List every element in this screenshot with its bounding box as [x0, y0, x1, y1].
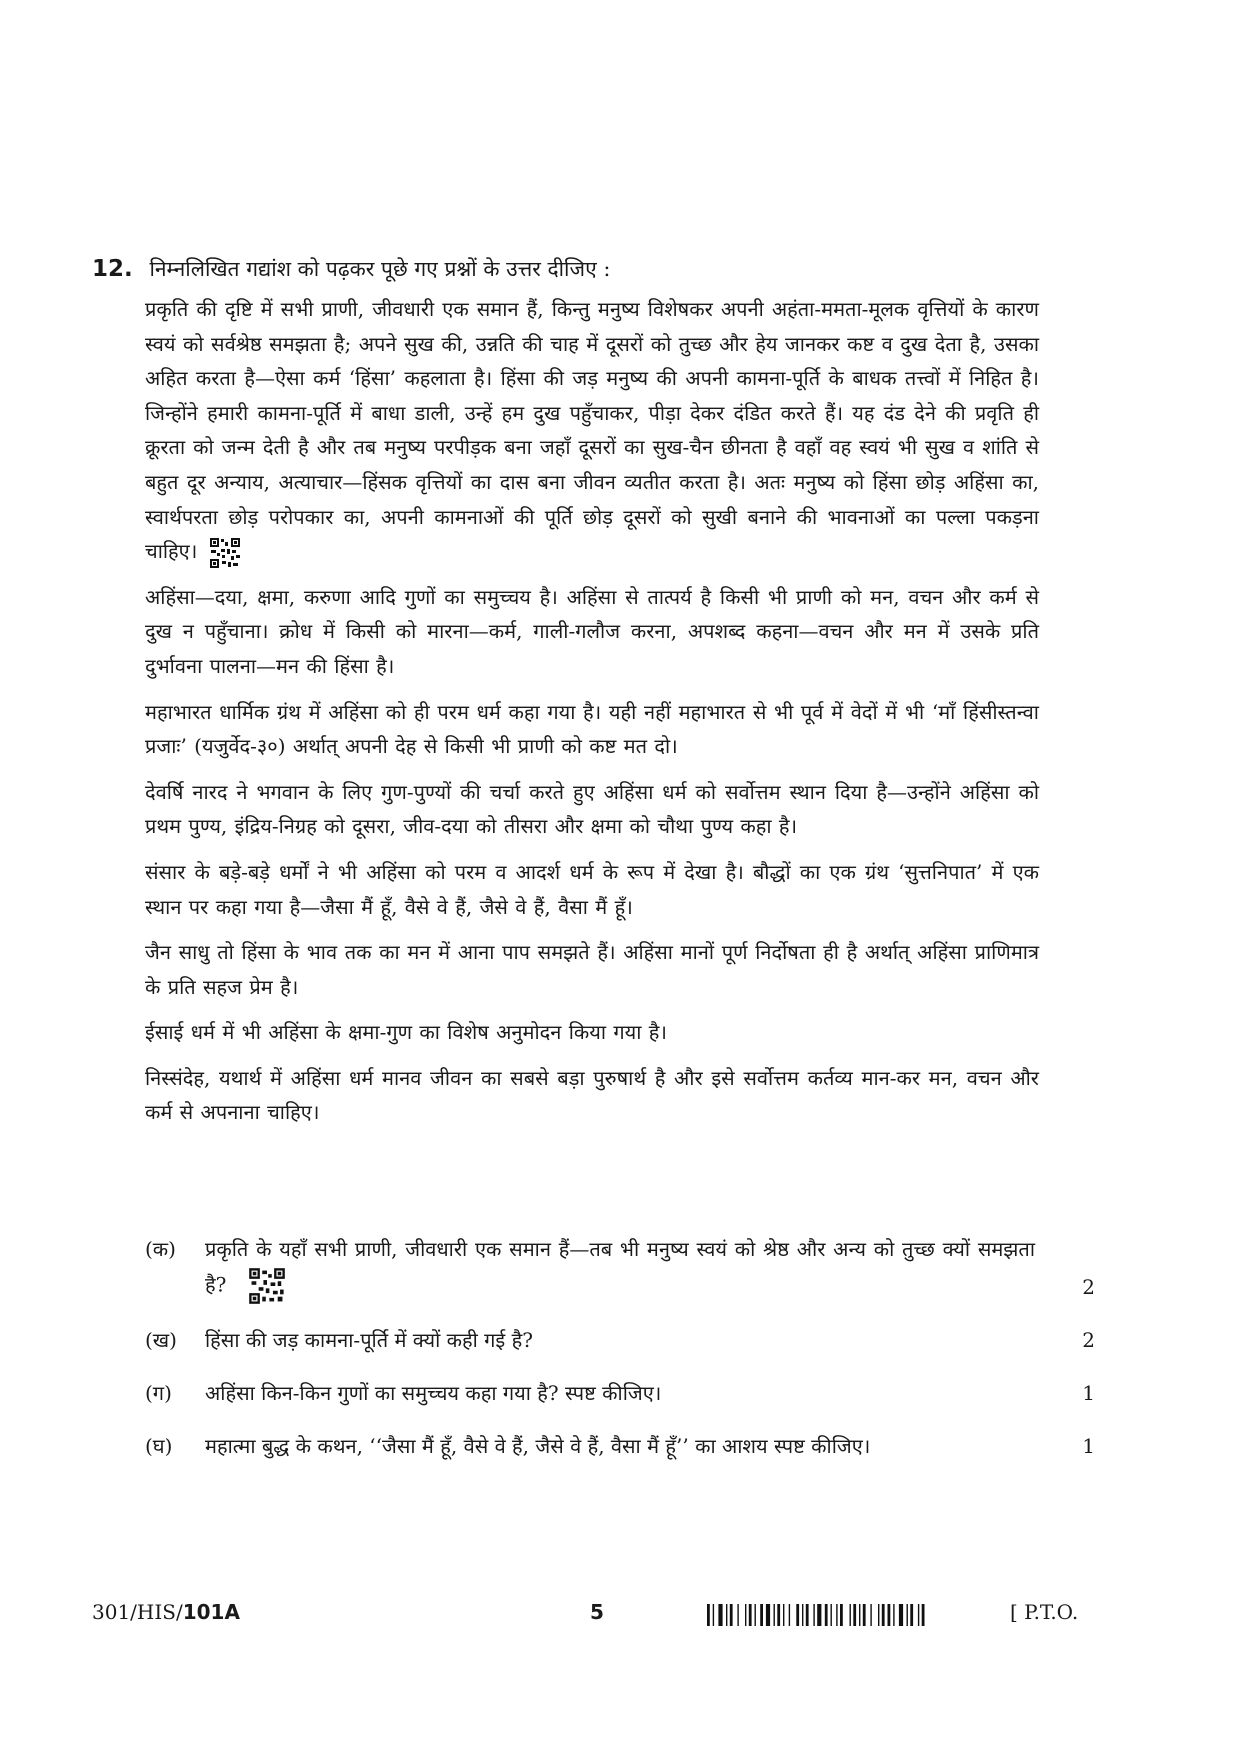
paper-code — [92, 1600, 240, 1624]
passage-paragraph: महाभारत धार्मिक ग्रंथ में अहिंसा को ही परम धर्म कहा गया है। यही नहीं महाभारत से भी पूर्व में वेदों में भी ‘माँ हिंसीस्तन्वा प्रजाः’ (यजुर्वेद-३०) अर्थात् अपनी देह से किसी भी प्राणी को कष्ट मत दो। — [145, 699, 1039, 759]
qr-code-icon — [248, 1267, 286, 1305]
question-header — [92, 252, 1092, 286]
sub-question-marks: 1 — [1082, 1381, 1095, 1405]
passage-paragraph: देवर्षि नारद ने भगवान के लिए गुण-पुण्यों की चर्चा करते हुए अहिंसा धर्म को सर्वोत्तम स्थान दिया है—उन्होंने अहिंसा को प्रथम पुण्य, इंद्रिय-निग्रह को दूसरा, जीव-दया को तीसरा और क्षमा को चौथा पुण्य कहा है। — [145, 779, 1039, 839]
passage-paragraph: जैन साधु तो हिंसा के भाव तक का मन में आना पाप समझते हैं। अहिंसा मानों पूर्ण निर्दोषता ही है अर्थात् अहिंसा प्राणिमात्र के प्रति सहज प्रेम है। — [145, 940, 1039, 999]
question-number: 12. — [92, 256, 133, 282]
passage — [145, 292, 1039, 1141]
passage-paragraph: ईसाई धर्म में भी अहिंसा के क्षमा-गुण का विशेष अनुमोदन किया गया है। — [145, 1020, 667, 1045]
passage-paragraph: निस्संदेह, यथार्थ में अहिंसा धर्म मानव जीवन का सबसे बड़ा पुरुषार्थ है और इसे सर्वोत्तम कर्तव्य मान-कर मन, वचन और कर्म से अपनाना चाहिए। — [145, 1065, 1039, 1125]
sub-question — [145, 1232, 1095, 1305]
question-instruction: निम्नलिखित गद्यांश को पढ़कर पूछे गए प्रश्नों के उत्तर दीजिए : — [149, 257, 611, 281]
page-footer — [0, 1600, 1242, 1640]
pto-label: [ P.T.O. — [1010, 1600, 1079, 1624]
sub-question-text-content: प्रकृति के यहाँ सभी प्राणी, जीवधारी एक समान हैं—तब भी मनुष्य स्वयं को श्रेष्ठ और अन्य को तुच्छ क्यों समझता है? — [205, 1237, 1035, 1297]
sub-question-label: (घ) — [145, 1434, 173, 1458]
qr-code-icon — [209, 537, 241, 569]
sub-question-label: (ग) — [145, 1381, 172, 1405]
sub-question — [145, 1429, 1095, 1464]
passage-paragraph: संसार के बड़े-बड़े धर्मों ने भी अहिंसा को परम व आदर्श धर्म के रूप में देखा है। बौद्धों का एक ग्रंथ ‘सुत्तनिपात’ में एक स्थान पर कहा गया है—जैसा मैं हूँ, वैसे वे हैं, जैसे वे हैं, वैसा मैं हूँ। — [145, 859, 1039, 919]
sub-question-text: महात्मा बुद्ध के कथन, ‘‘जैसा मैं हूँ, वैसे वे हैं, जैसे वे हैं, वैसा मैं हूँ’’ का आशय स्पष्ट कीजिए। — [205, 1434, 871, 1458]
sub-question — [145, 1376, 1095, 1411]
sub-questions — [145, 1232, 1095, 1482]
sub-question-label: (ख) — [145, 1328, 177, 1352]
page-number: 5 — [590, 1600, 604, 1624]
passage-text: प्रकृति की दृष्टि में सभी प्राणी, जीवधारी एक समान हैं, किन्तु मनुष्य विशेषकर अपनी अहंता-ममता-मूलक वृत्तियों के कारण स्वयं को सर्वश्रेष्ठ समझता है; अपने सुख की, उन्नति की चाह में दूसरों को तुच्छ और हेय जानकर कष्ट व दुख देता है, उसका अहित करता है—ऐसा कर्म ‘हिंसा’ कहलाता है। हिंसा की जड़ मनुष्य की अपनी कामना-पूर्ति के बाधक तत्त्वों में निहित है। जिन्होंने हमारी कामना-पूर्ति में बाधा डाली, उन्हें हम दुख पहुँचाकर, पीड़ा देकर दंडित करते हैं। यह दंड देने की प्रवृति ही क्रूरता को जन्म देती है और तब मनुष्य परपीड़क बना जहाँ दूसरों का सुख-चैन छीनता है वहाँ वह स्वयं भी सुख व शांति से बहुत दूर अन्याय, अत्याचार—हिंसक वृत्तियों का दास बना जीवन व्यतीत करता है। अतः मनुष्य को हिंसा छोड़ अहिंसा का, स्वार्थपरता छोड़ परोपकार का, अपनी कामनाओं की पूर्ति छोड़ दूसरों को सुखी बनाने की भावनाओं का पल्ला पकड़ना चाहिए। — [145, 297, 1039, 564]
sub-question-marks: 2 — [1082, 1328, 1095, 1352]
sub-question-text — [205, 1232, 1035, 1305]
passage-paragraph: अहिंसा—दया, क्षमा, करुणा आदि गुणों का समुच्चय है। अहिंसा से तात्पर्य है किसी भी प्राणी को मन, वचन और कर्म से दुख न पहुँचाना। क्रोध में किसी को मारना—कर्म, गाली-गलौज करना, अपशब्द कहना—वचन और मन में उसके प्रति दुर्भावना पालना—मन की हिंसा है। — [145, 584, 1039, 678]
paper-code-set: 101A — [182, 1600, 240, 1624]
sub-question-marks: 1 — [1082, 1434, 1095, 1458]
sub-question-text: हिंसा की जड़ कामना-पूर्ति में क्यों कही गई है? — [205, 1328, 533, 1352]
sub-question-marks: 2 — [1082, 1275, 1095, 1299]
barcode-icon — [707, 1604, 997, 1626]
paper-code-prefix: 301/HIS/ — [92, 1600, 183, 1624]
passage-paragraph — [145, 292, 1039, 569]
sub-question — [145, 1323, 1095, 1358]
sub-question-label: (क) — [145, 1237, 176, 1261]
sub-question-text: अहिंसा किन-किन गुणों का समुच्चय कहा गया है? स्पष्ट कीजिए। — [205, 1381, 662, 1405]
